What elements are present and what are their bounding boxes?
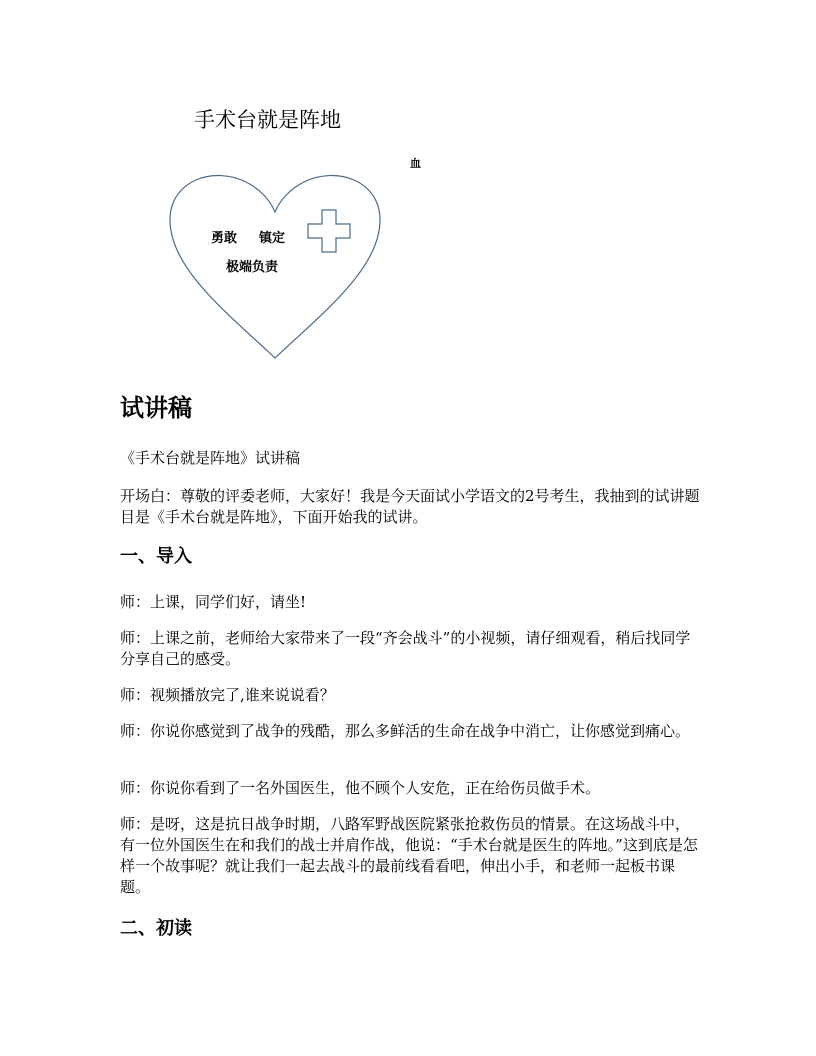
heart-word-calm: 镇定 — [259, 231, 286, 246]
paragraph: 师：你说你看到了一名外国医生，他不顾个人安危，正在给伤员做手术。 — [120, 779, 601, 797]
paragraph: 师：上课之前，老师给大家带来了一段“齐会战斗”的小视频，请仔细观看，稍后找同学分享自己的感受。 — [120, 629, 691, 668]
section-heading-intro: 一、导入 — [120, 546, 192, 567]
document-title: 试讲稿 — [120, 394, 192, 422]
heart-word-brave: 勇敢 — [211, 231, 238, 246]
paragraph: 师：上课，同学们好，请坐! — [120, 593, 307, 611]
blood-label: 血 — [410, 157, 421, 170]
paragraph: 师：你说你感觉到了战争的残酷，那么多鲜活的生命在战争中消亡，让你感觉到痛心。 — [120, 722, 691, 740]
opening-paragraph: 开场白：尊敬的评委老师，大家好！我是今天面试小学语文的2号考生，我抽到的试讲题目是《手术台就是阵地》，下面开始我的试讲。 — [120, 487, 700, 526]
board-title: 手术台就是阵地 — [194, 108, 341, 132]
medical-cross-icon — [308, 210, 350, 252]
paragraph: 师：是呀，这是抗日战争时期，八路军野战医院紧张抢救伤员的情景。在这场战斗中，有一位外国医生在和我们的战士并肩作战，他说：“手术台就是医生的阵地。”这到底是怎样一个故事呢？就让我们一起去战斗的最前线看看吧，伸出小手，和老师一起板书课题。 — [120, 815, 698, 896]
document-subtitle: 《手术台就是阵地》试讲稿 — [120, 449, 301, 467]
paragraph: 师：视频播放完了,谁来说说看？ — [120, 686, 335, 704]
heart-word-responsible: 极端负责 — [226, 260, 279, 275]
section-heading-first-read: 二、初读 — [120, 918, 192, 939]
